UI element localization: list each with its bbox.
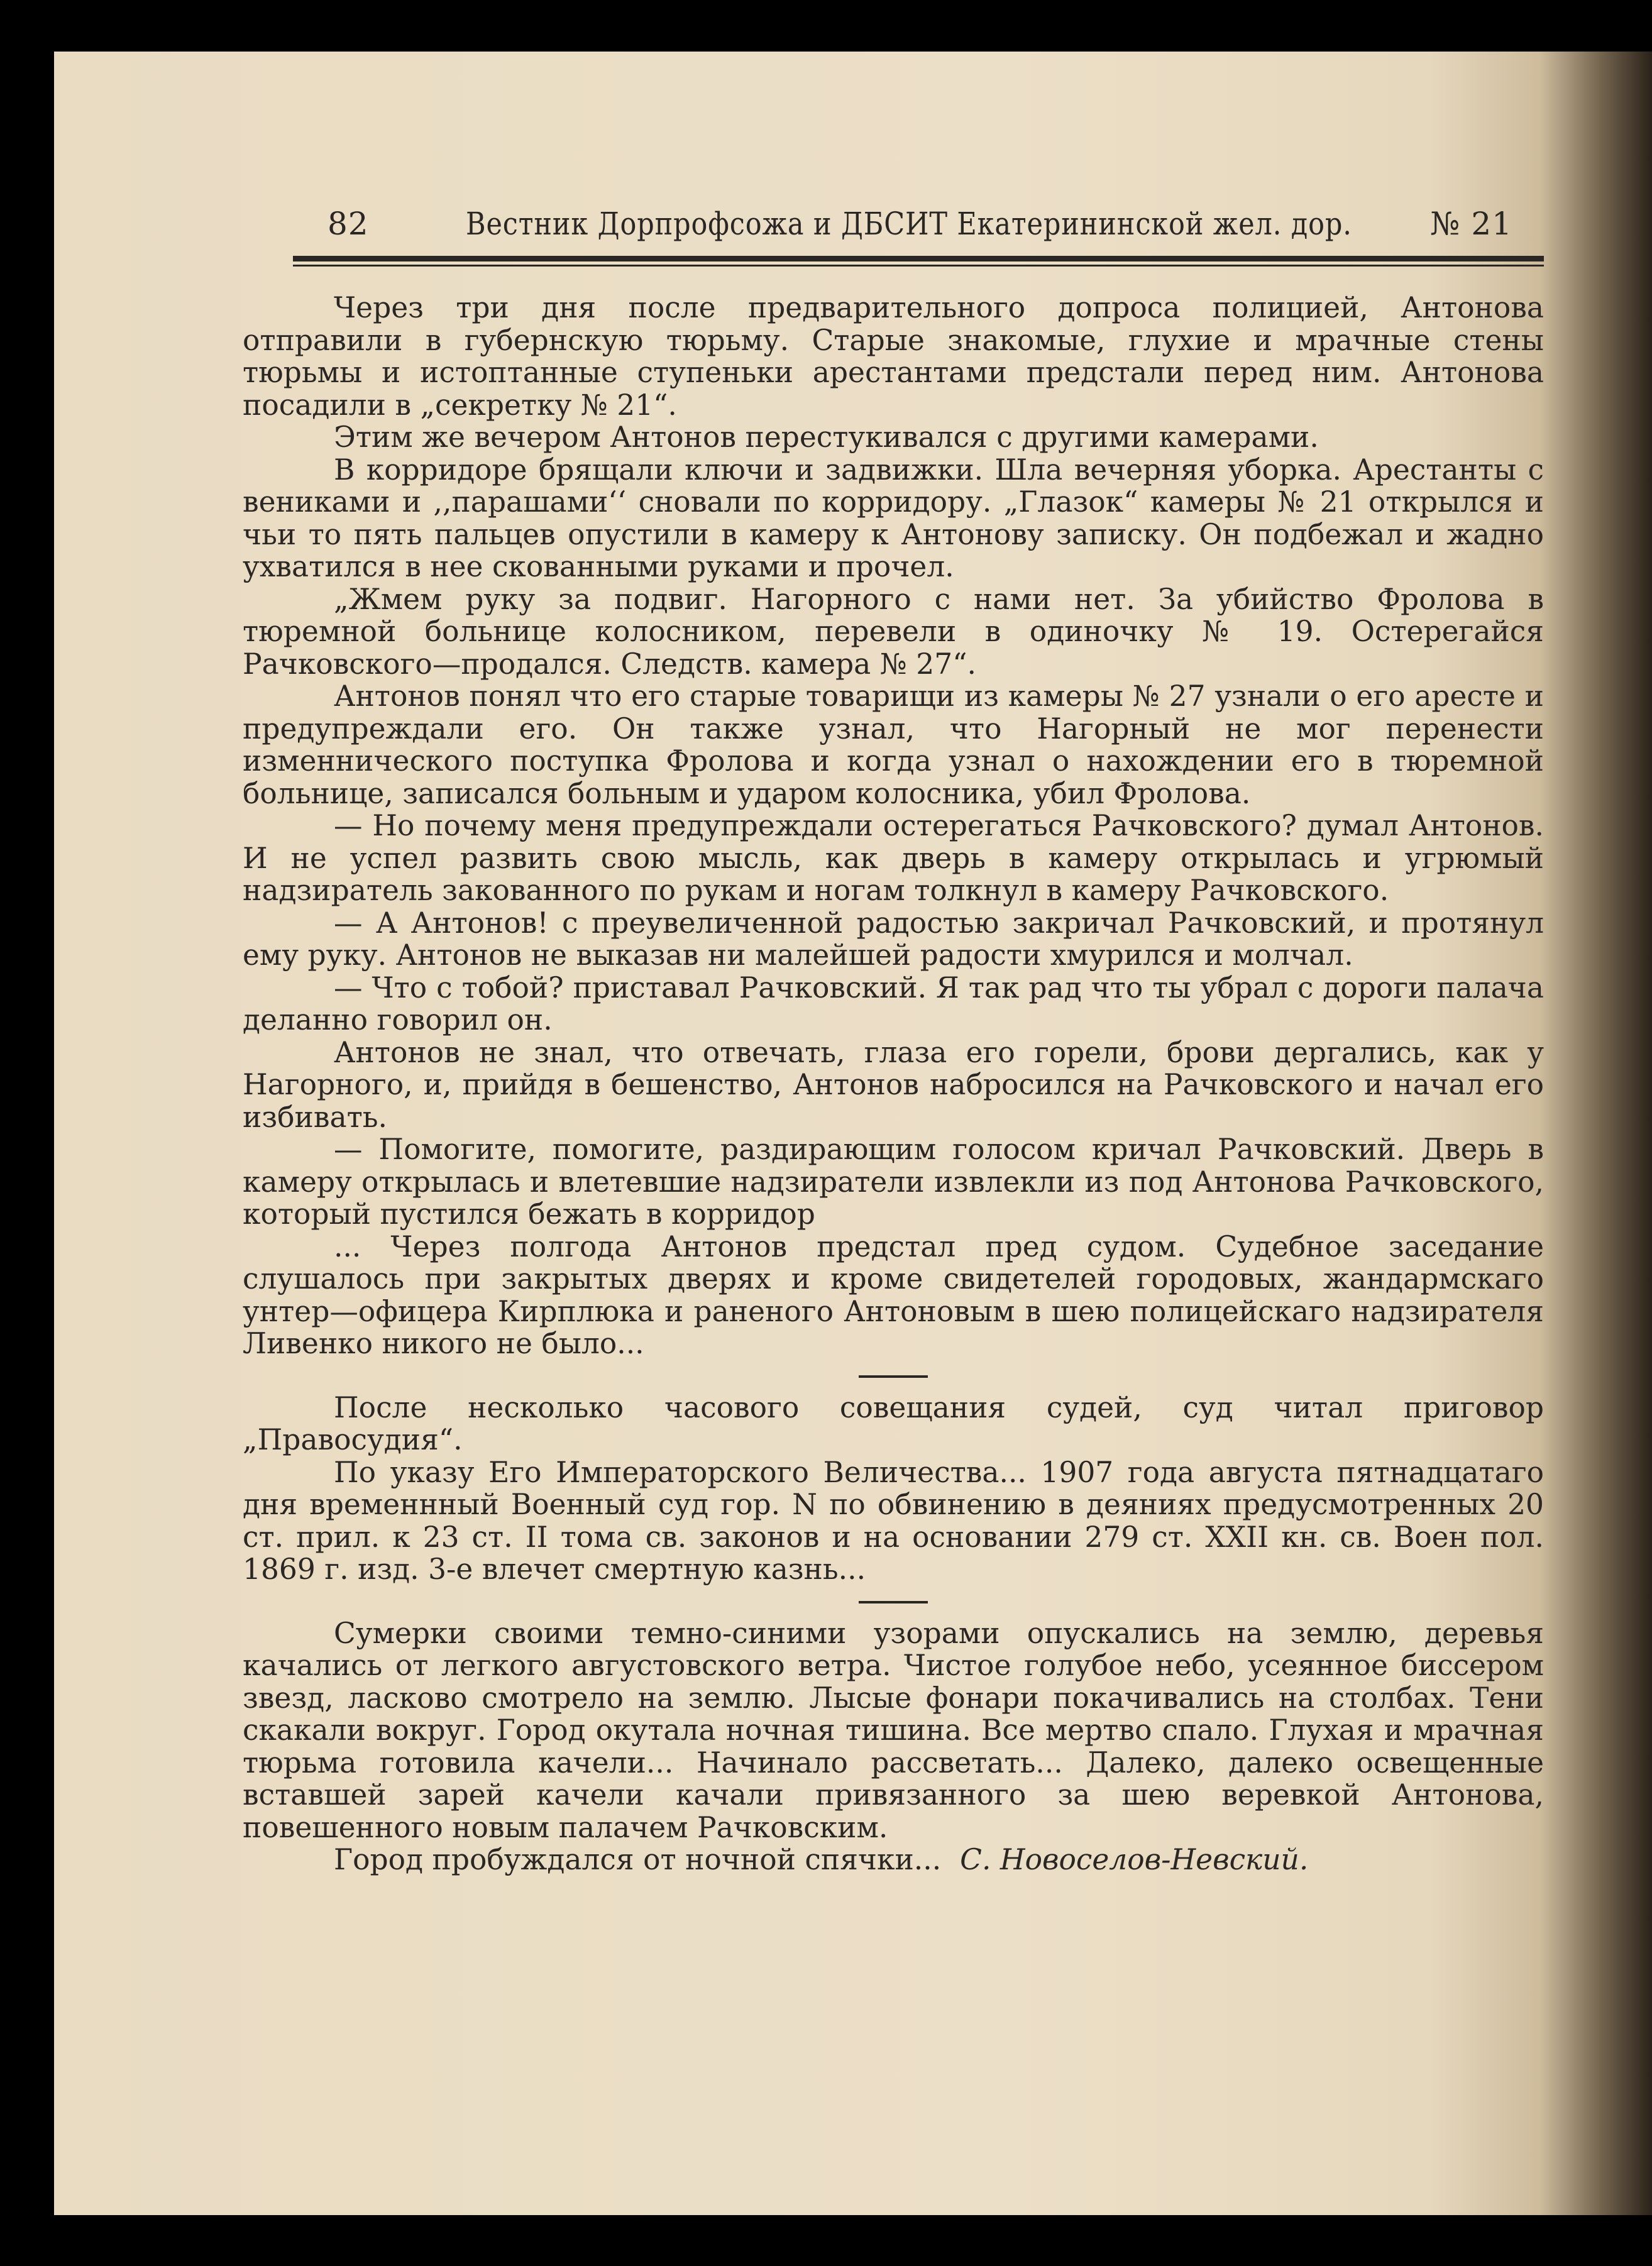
- paragraph: — А Антонов! с преувеличенной радостью закричал Рачковский, и протянул ему руку. Антонов не выказав ни малейшей радости хмурился и молчал.: [243, 906, 1544, 972]
- running-header: [243, 199, 1544, 256]
- article-body: [243, 292, 1544, 1876]
- paragraph: В корридоре брящали ключи и задвижки. Шла вечерняя уборка. Арестанты с вениками и ,,парашами‘‘ сновали по корридору. „Глазок“ камеры № 21 открылся и чьи то пять пальцев опустили в камеру к Антонову записку. Он подбежал и жадно ухватился в нее скованными руками и прочел.: [243, 453, 1544, 583]
- author-signature: С. Новоселов-Невский.: [960, 1843, 1309, 1876]
- page-content: [243, 199, 1544, 1876]
- section-divider: [859, 1375, 928, 1378]
- journal-title: Вестник Дорпрофсожа и ДБСИТ Екатерининской жел. дор.: [466, 206, 1352, 242]
- header-rule-thin: [293, 265, 1544, 267]
- verdict-paragraph: После несколько часового совещания судей, суд читал приговор „Правосудия“.: [243, 1390, 1544, 1456]
- paragraph: Через три дня после предварительного допроса полицией, Антонова отправили в губернскую тюрьму. Старые знакомые, глухие и мрачные стены тюрьмы и истоптанные ступеньки арестантами предстали перед ним. Антонова посадили в „секретку № 21“.: [243, 291, 1544, 422]
- paragraph: Антонов понял что его старые товарищи из камеры № 27 узнали о его аресте и предупреждали его. Он также узнал, что Нагорный не мог перенести изменнического поступка Фролова и когда узнал о нахождении его в тюремной больнице, записался больным и ударом колосника, убил Фролова.: [243, 679, 1544, 810]
- section-divider: [859, 1601, 928, 1603]
- journal-page: [54, 52, 1652, 2215]
- paragraph: — Что с тобой? приставал Рачковский. Я так рад что ты убрал с дороги палача деланно говорил он.: [243, 971, 1544, 1037]
- issue-number: № 21: [1430, 206, 1512, 242]
- paragraph: Антонов не знал, что отвечать, глаза его горели, брови дергались, как у Нагорного, и, прийдя в бешенство, Антонов набросился на Рачковского и начал его избивать.: [243, 1035, 1544, 1134]
- header-rule: [293, 256, 1544, 261]
- paragraph: „Жмем руку за подвиг. Нагорного с нами нет. За убийство Фролова в тюремной больнице колосником, перевели в одиночку № 19. Остерегайся Рачковского—продался. Следств. камера № 27“.: [243, 582, 1544, 681]
- paragraph: Этим же вечером Антонов перестукивался с другими камерами.: [334, 421, 1319, 454]
- closing-paragraph: Сумерки своими темно-синими узорами опускались на землю, деревья качались от легкого августовского ветра. Чистое голубое небо, усеянное биссером звезд, ласково смотрело на землю. Лысые фонари покачивались на столбах. Тени скакали вокруг. Город окутала ночная тишина. Все мертво спало. Глухая и мрачная тюрьма готовила качели... Начинало рассветать... Далеко, далеко освещенные вставшей зарей качели качали привязанного за шею веревкой Антонова, повешенного новым палачем Рачковским.: [243, 1616, 1544, 1844]
- page-number: 82: [328, 206, 369, 242]
- final-sentence: Город пробуждался от ночной спячки...: [334, 1843, 942, 1876]
- paragraph: ... Через полгода Антонов предстал пред судом. Судебное заседание слушалось при закрытых дверях и кроме свидетелей городовых, жандармскаго унтер—офицера Кирплюка и раненого Антоновым в шею полицейскаго надзирателя Ливенко никого не было...: [243, 1229, 1544, 1360]
- verdict-paragraph: По указу Его Императорского Величества... 1907 года августа пятнадцатаго дня временнный Военный суд гор. N по обвинению в деяниях предусмотренных 20 ст. прил. к 23 ст. II тома св. законов и на основании 279 ст. XXII кн. св. Воен пол. 1869 г. изд. 3-е влечет смертную казнь...: [243, 1455, 1544, 1586]
- paragraph: — Но почему меня предупреждали остерегаться Рачковского? думал Антонов. И не успел развить свою мысль, как дверь в камеру открылась и угрюмый надзиратель закованного по рукам и ногам толкнул в камеру Рачковского.: [243, 809, 1544, 907]
- final-line: [243, 1844, 1544, 1876]
- paragraph: — Помогите, помогите, раздирающим голосом кричал Рачковский. Дверь в камеру открылась и влетевшие надзиратели извлекли из под Антонова Рачковского, который пустился бежать в корридор: [243, 1133, 1544, 1231]
